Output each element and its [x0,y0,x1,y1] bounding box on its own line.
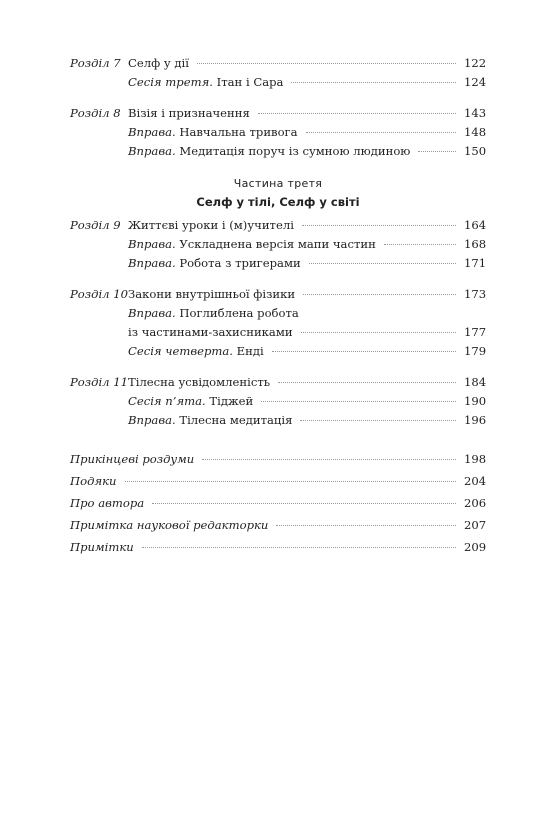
entry-title: Примітка наукової редакторки [70,518,269,532]
toc-entry[interactable] [70,323,486,342]
entry-title: Примітки [70,540,134,554]
dot-leader [125,481,456,482]
entry-title: Подяки [70,474,117,488]
dot-leader [278,382,456,383]
entry-title: Сесія п’ята. Тіджей [128,394,254,408]
table-of-contents [70,54,486,558]
entry-title: Про автора [70,496,145,510]
toc-entry-back-matter[interactable] [70,470,486,492]
dot-leader [202,459,456,460]
dot-leader [152,503,456,504]
dot-leader [309,263,456,264]
toc-entry[interactable] [70,73,486,92]
chapter-label: Розділ 9 [70,218,121,232]
page-number: 206 [464,496,487,510]
page-number: 164 [464,218,487,232]
toc-entry-back-matter[interactable] [70,514,486,536]
dot-leader [261,401,456,402]
chapter-label: Розділ 8 [70,106,121,120]
toc-entry-back-matter[interactable] [70,536,486,558]
page-number: 190 [464,394,487,408]
chapter-label: Розділ 11 [70,375,128,389]
entry-title: Сесія четверта. Енді [128,344,264,358]
toc-entry[interactable] [70,235,486,254]
toc-entry-back-matter[interactable] [70,492,486,514]
dot-leader [301,332,456,333]
dot-leader [300,420,456,421]
toc-entry[interactable] [70,392,486,411]
page-number: 150 [464,144,487,158]
page-number: 148 [464,125,487,139]
entry-title: Вправа. Поглиблена робота [128,306,299,320]
page-number: 179 [464,344,487,358]
entry-title: Вправа. Робота з тригерами [128,256,301,270]
dot-leader [418,151,456,152]
page-number: 171 [464,256,487,270]
page-number: 124 [464,75,487,89]
page-number: 209 [464,540,487,554]
part-title: Селф у тілі, Селф у світі [196,195,360,209]
chapter-label: Розділ 10 [70,287,128,301]
entry-title: Прикінцеві роздуми [70,452,195,466]
dot-leader [302,225,456,226]
entry-title: Візія і призначення [128,106,250,120]
page-number: 122 [464,56,487,70]
dot-leader [291,82,456,83]
dot-leader [272,351,456,352]
toc-entry[interactable] [70,216,486,235]
dot-leader [142,547,456,548]
page-number: 143 [464,106,487,120]
entry-title: Вправа. Ускладнена версія мапи частин [128,237,376,251]
page-number: 177 [464,325,487,339]
page-number: 184 [464,375,487,389]
toc-entry[interactable] [70,104,486,123]
entry-title: Вправа. Медитація поруч із сумною людиною [128,144,411,158]
entry-title: Сесія третя. Ітан і Сара [128,75,284,89]
toc-entry[interactable] [70,254,486,273]
dot-leader [276,525,456,526]
toc-entry[interactable] [70,142,486,161]
dot-leader [306,132,456,133]
dot-leader [384,244,456,245]
page-number: 196 [464,413,487,427]
toc-entry[interactable] [70,54,486,73]
dot-leader [197,63,456,64]
page-number: 173 [464,287,487,301]
toc-entry[interactable] [70,285,486,304]
dot-leader [258,113,456,114]
page-number: 168 [464,237,487,251]
entry-title: Селф у дії [128,56,189,70]
part-label: Частина третя [233,177,323,190]
toc-entry[interactable] [70,123,486,142]
entry-title: Вправа. Навчальна тривога [128,125,298,139]
entry-title: Закони внутрішньої фізики [128,287,296,301]
entry-title: Тілесна усвідомленість [128,375,271,389]
chapter-label: Розділ 7 [70,56,121,70]
entry-title: Життєві уроки і (м)учителі [128,218,294,232]
entry-title: Вправа. Тілесна медитація [128,413,293,427]
page-number: 207 [464,518,487,532]
page-number: 204 [464,474,487,488]
toc-entry[interactable] [70,342,486,361]
page-number: 198 [464,452,487,466]
toc-entry[interactable] [70,304,486,323]
toc-entry[interactable] [70,411,486,430]
toc-entry-back-matter[interactable] [70,448,486,470]
toc-entry[interactable] [70,373,486,392]
dot-leader [303,294,456,295]
entry-title: із частинами-захисниками [128,325,293,339]
